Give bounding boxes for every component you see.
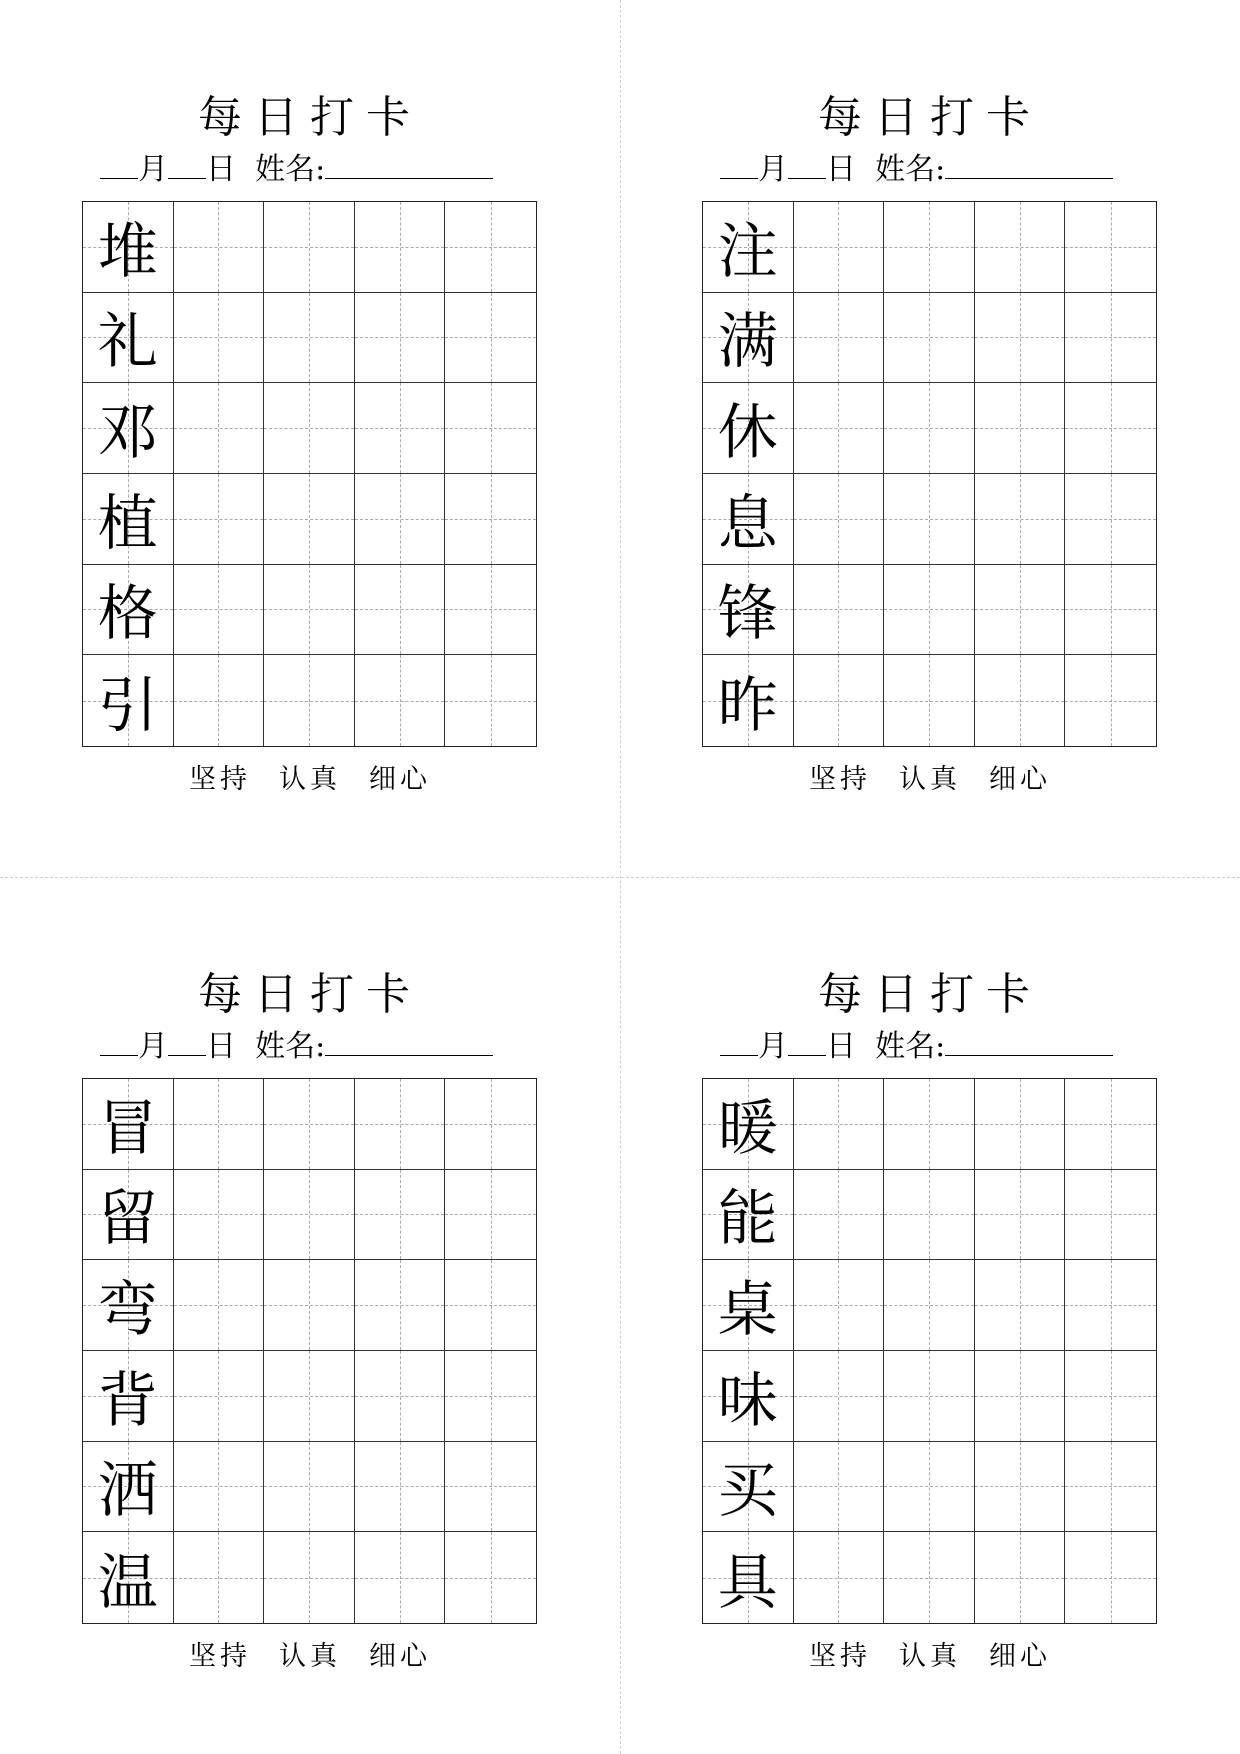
name-blank[interactable] [945, 148, 1113, 179]
model-char-cell [703, 1170, 794, 1261]
day-label: 日 [826, 152, 856, 187]
practice-cell[interactable] [884, 1532, 975, 1623]
practice-cell[interactable] [1065, 1170, 1156, 1261]
model-char-cell [83, 655, 174, 746]
practice-cell[interactable] [264, 1079, 355, 1170]
practice-cell[interactable] [445, 202, 536, 293]
practice-cell[interactable] [355, 383, 446, 474]
practice-cell[interactable] [355, 202, 446, 293]
practice-cell[interactable] [794, 565, 885, 656]
practice-cell[interactable] [794, 1442, 885, 1533]
model-character: 邓 [97, 398, 158, 469]
practice-cell[interactable] [884, 293, 975, 384]
month-label: 月 [138, 152, 168, 187]
practice-cell[interactable] [174, 655, 265, 746]
practice-cell[interactable] [264, 1351, 355, 1442]
model-character: 休 [717, 398, 778, 469]
practice-cell[interactable] [1065, 1442, 1156, 1533]
name-label: 姓名: [255, 152, 326, 187]
practice-cell[interactable] [264, 1442, 355, 1533]
practice-cell[interactable] [1065, 474, 1156, 565]
practice-cell[interactable] [445, 293, 536, 384]
practice-cell[interactable] [445, 1079, 536, 1170]
date-name-line [100, 148, 540, 190]
practice-cell[interactable] [794, 655, 885, 746]
model-character: 味 [717, 1365, 778, 1436]
motto-word: 认真 [279, 1641, 341, 1672]
practice-cell[interactable] [264, 1260, 355, 1351]
model-char-cell [703, 202, 794, 293]
practice-cell[interactable] [264, 202, 355, 293]
name-blank[interactable] [945, 1025, 1113, 1056]
practice-cell[interactable] [975, 1351, 1066, 1442]
motto-word: 细心 [989, 1641, 1051, 1672]
practice-cell[interactable] [884, 383, 975, 474]
model-char-cell [83, 1260, 174, 1351]
name-blank[interactable] [325, 148, 493, 179]
practice-cell[interactable] [1065, 1532, 1156, 1623]
practice-cell[interactable] [975, 1532, 1066, 1623]
practice-card [620, 877, 1240, 1754]
practice-cell[interactable] [355, 293, 446, 384]
practice-cell[interactable] [445, 1442, 536, 1533]
month-blank[interactable] [720, 148, 758, 179]
motto-word: 坚持 [189, 764, 251, 795]
practice-cell[interactable] [174, 202, 265, 293]
model-character: 弯 [97, 1275, 158, 1346]
model-character: 温 [97, 1547, 158, 1618]
motto-word: 细心 [369, 764, 431, 795]
model-char-cell [703, 1442, 794, 1533]
practice-cell[interactable] [174, 474, 265, 565]
practice-cell[interactable] [174, 293, 265, 384]
practice-cell[interactable] [174, 383, 265, 474]
practice-card [0, 877, 620, 1754]
month-label: 月 [758, 1029, 788, 1064]
model-character: 具 [717, 1547, 778, 1618]
practice-cell[interactable] [355, 1079, 446, 1170]
model-character: 注 [717, 216, 778, 287]
practice-cell[interactable] [264, 383, 355, 474]
model-character: 满 [717, 307, 778, 378]
model-char-cell [83, 1079, 174, 1170]
model-char-cell [703, 383, 794, 474]
practice-cell[interactable] [794, 1260, 885, 1351]
motto [620, 760, 1240, 800]
practice-cell[interactable] [264, 655, 355, 746]
practice-cell[interactable] [794, 1532, 885, 1623]
card-title: 每日打卡 [818, 92, 1042, 143]
name-label: 姓名: [875, 152, 946, 187]
month-blank[interactable] [100, 1025, 138, 1056]
writing-grid [82, 201, 537, 747]
model-char-cell [703, 293, 794, 384]
date-name-line [720, 148, 1160, 190]
model-char-cell [703, 1079, 794, 1170]
month-label: 月 [758, 152, 788, 187]
model-character: 留 [97, 1184, 158, 1255]
practice-cell[interactable] [445, 565, 536, 656]
model-character: 桌 [717, 1275, 778, 1346]
practice-cell[interactable] [264, 565, 355, 656]
practice-cell[interactable] [884, 655, 975, 746]
practice-cell[interactable] [264, 1170, 355, 1261]
motto [0, 760, 620, 800]
motto-word: 细心 [369, 1641, 431, 1672]
practice-cell[interactable] [975, 1079, 1066, 1170]
practice-card [0, 0, 620, 877]
model-character: 洒 [97, 1456, 158, 1527]
motto-word: 坚持 [809, 764, 871, 795]
practice-cell[interactable] [975, 474, 1066, 565]
name-label: 姓名: [255, 1029, 326, 1064]
practice-cell[interactable] [445, 1532, 536, 1623]
practice-cell[interactable] [264, 293, 355, 384]
date-name-line [720, 1025, 1160, 1067]
day-blank[interactable] [788, 148, 826, 179]
model-char-cell [83, 202, 174, 293]
card-title: 每日打卡 [198, 969, 422, 1020]
practice-cell[interactable] [884, 1260, 975, 1351]
practice-cell[interactable] [174, 1079, 265, 1170]
practice-cell[interactable] [975, 1170, 1066, 1261]
model-character: 买 [717, 1456, 778, 1527]
practice-cell[interactable] [445, 1170, 536, 1261]
practice-cell[interactable] [355, 565, 446, 656]
model-char-cell [703, 655, 794, 746]
practice-cell[interactable] [884, 202, 975, 293]
practice-cell[interactable] [1065, 202, 1156, 293]
practice-cell[interactable] [1065, 1079, 1156, 1170]
practice-cell[interactable] [445, 1351, 536, 1442]
model-char-cell [703, 474, 794, 565]
practice-cell[interactable] [794, 1170, 885, 1261]
model-char-cell [83, 474, 174, 565]
motto [620, 1637, 1240, 1677]
practice-cell[interactable] [445, 1260, 536, 1351]
day-label: 日 [826, 1029, 856, 1064]
writing-grid [702, 201, 1157, 747]
practice-cell[interactable] [794, 1079, 885, 1170]
practice-cell[interactable] [1065, 1351, 1156, 1442]
model-char-cell [83, 293, 174, 384]
model-character: 引 [97, 670, 158, 741]
model-char-cell [83, 1170, 174, 1261]
model-character: 昨 [717, 670, 778, 741]
practice-cell[interactable] [975, 383, 1066, 474]
model-character: 礼 [97, 307, 158, 378]
model-character: 能 [717, 1184, 778, 1255]
motto-word: 认真 [899, 1641, 961, 1672]
practice-cell[interactable] [975, 1442, 1066, 1533]
model-character: 锋 [717, 579, 778, 650]
practice-cell[interactable] [975, 655, 1066, 746]
practice-cell[interactable] [794, 383, 885, 474]
motto-word: 认真 [899, 764, 961, 795]
day-blank[interactable] [788, 1025, 826, 1056]
model-character: 息 [717, 488, 778, 559]
model-character: 格 [97, 579, 158, 650]
month-blank[interactable] [100, 148, 138, 179]
practice-cell[interactable] [975, 293, 1066, 384]
model-char-cell [703, 1532, 794, 1623]
practice-cell[interactable] [355, 474, 446, 565]
motto [0, 1637, 620, 1677]
practice-cell[interactable] [174, 1170, 265, 1261]
practice-cell[interactable] [975, 202, 1066, 293]
writing-grid [702, 1078, 1157, 1624]
practice-cell[interactable] [264, 474, 355, 565]
practice-cell[interactable] [355, 655, 446, 746]
practice-cell[interactable] [1065, 655, 1156, 746]
model-char-cell [703, 1260, 794, 1351]
model-character: 冒 [97, 1093, 158, 1164]
model-char-cell [703, 565, 794, 656]
practice-cell[interactable] [884, 565, 975, 656]
model-character: 植 [97, 488, 158, 559]
practice-cell[interactable] [445, 383, 536, 474]
model-character: 暖 [717, 1093, 778, 1164]
practice-cell[interactable] [355, 1170, 446, 1261]
practice-cell[interactable] [884, 1170, 975, 1261]
practice-cell[interactable] [1065, 383, 1156, 474]
motto-word: 坚持 [189, 1641, 251, 1672]
practice-cell[interactable] [445, 655, 536, 746]
model-char-cell [703, 1351, 794, 1442]
practice-cell[interactable] [794, 202, 885, 293]
practice-cell[interactable] [174, 1532, 265, 1623]
model-char-cell [83, 383, 174, 474]
day-label: 日 [206, 152, 236, 187]
card-title: 每日打卡 [818, 969, 1042, 1020]
practice-cell[interactable] [1065, 293, 1156, 384]
practice-cell[interactable] [174, 1442, 265, 1533]
practice-cell[interactable] [1065, 565, 1156, 656]
practice-cell[interactable] [355, 1351, 446, 1442]
practice-cell[interactable] [884, 1442, 975, 1533]
model-character: 堆 [97, 216, 158, 287]
practice-cell[interactable] [884, 1351, 975, 1442]
practice-cell[interactable] [975, 565, 1066, 656]
practice-cell[interactable] [1065, 1260, 1156, 1351]
practice-cell[interactable] [355, 1532, 446, 1623]
practice-cell[interactable] [264, 1532, 355, 1623]
model-char-cell [83, 1442, 174, 1533]
name-blank[interactable] [325, 1025, 493, 1056]
practice-cell[interactable] [884, 474, 975, 565]
practice-cell[interactable] [445, 474, 536, 565]
practice-cell[interactable] [174, 565, 265, 656]
motto-word: 坚持 [809, 1641, 871, 1672]
day-label: 日 [206, 1029, 236, 1064]
card-title: 每日打卡 [198, 92, 422, 143]
day-blank[interactable] [168, 148, 206, 179]
practice-cell[interactable] [794, 293, 885, 384]
motto-word: 细心 [989, 764, 1051, 795]
day-blank[interactable] [168, 1025, 206, 1056]
practice-cell[interactable] [884, 1079, 975, 1170]
practice-cell[interactable] [794, 1351, 885, 1442]
month-blank[interactable] [720, 1025, 758, 1056]
name-label: 姓名: [875, 1029, 946, 1064]
model-char-cell [83, 1532, 174, 1623]
model-char-cell [83, 565, 174, 656]
practice-cell[interactable] [174, 1260, 265, 1351]
practice-cell[interactable] [794, 474, 885, 565]
model-character: 背 [97, 1365, 158, 1436]
practice-card [620, 0, 1240, 877]
writing-grid [82, 1078, 537, 1624]
motto-word: 认真 [279, 764, 341, 795]
practice-cell[interactable] [174, 1351, 265, 1442]
practice-cell[interactable] [975, 1260, 1066, 1351]
model-char-cell [83, 1351, 174, 1442]
month-label: 月 [138, 1029, 168, 1064]
date-name-line [100, 1025, 540, 1067]
practice-cell[interactable] [355, 1442, 446, 1533]
practice-cell[interactable] [355, 1260, 446, 1351]
